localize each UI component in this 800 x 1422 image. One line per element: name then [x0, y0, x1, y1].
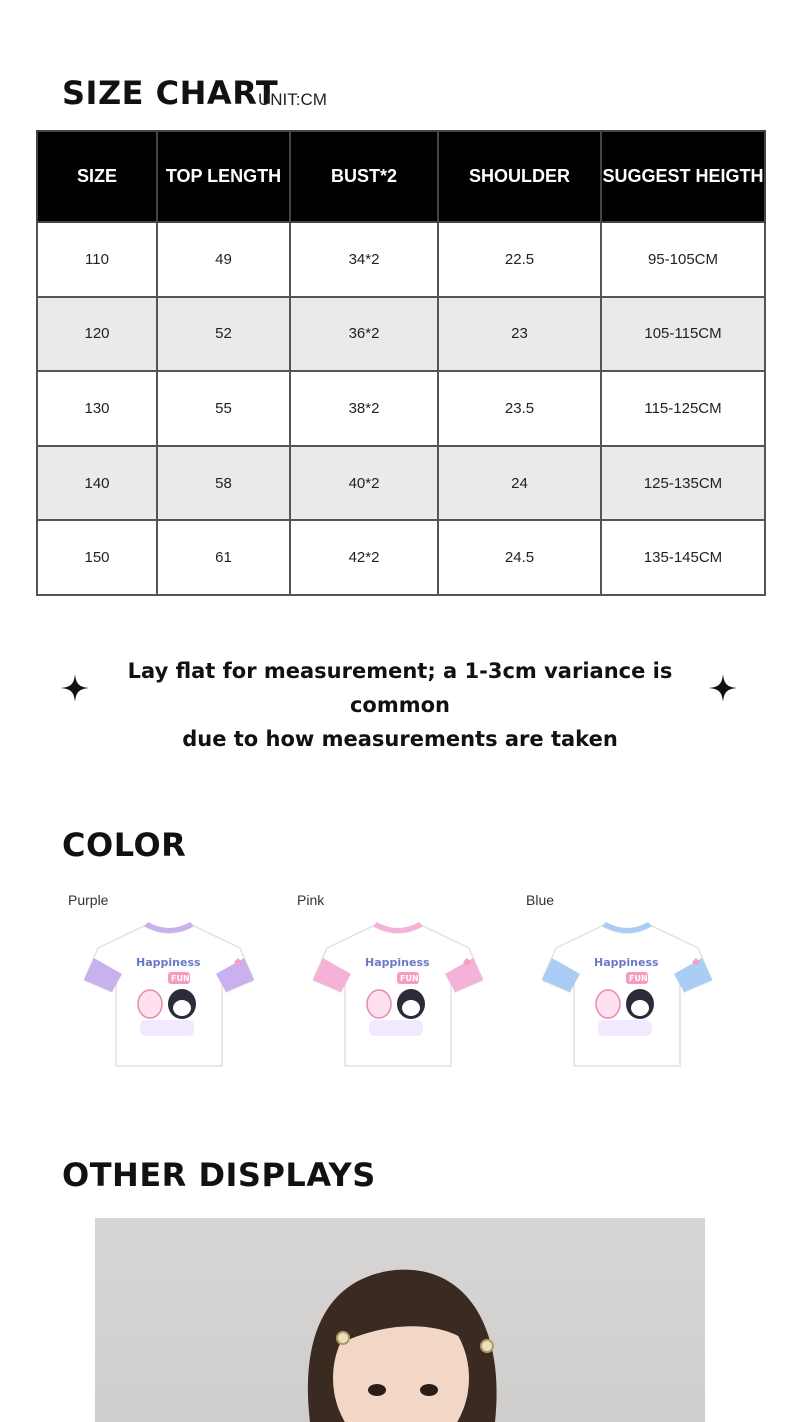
table-row: [37, 222, 765, 297]
cell-size: 150: [37, 520, 157, 595]
cell-suggest-height: 115-125CM: [601, 371, 765, 446]
model-photo-illustration: [95, 1218, 705, 1422]
cell-top-length: 55: [157, 371, 290, 446]
swatch-label: Pink: [297, 892, 325, 908]
sparkle-icon: [708, 673, 738, 703]
measurement-note: [100, 654, 700, 756]
table-row: [37, 520, 765, 595]
cell-shoulder: 23.5: [438, 371, 601, 446]
header-shoulder: SHOULDER: [438, 131, 601, 222]
table-row: [37, 446, 765, 521]
print-text: Happiness: [365, 956, 430, 969]
header-bust: BUST*2: [290, 131, 438, 222]
cell-size: 130: [37, 371, 157, 446]
print-text: Happiness: [594, 956, 659, 969]
cell-suggest-height: 105-115CM: [601, 297, 765, 372]
cell-bust: 36*2: [290, 297, 438, 372]
cell-top-length: 61: [157, 520, 290, 595]
table-row: [37, 297, 765, 372]
tshirt-image: [313, 918, 483, 1068]
cell-shoulder: 24: [438, 446, 601, 521]
model-photo: [95, 1218, 705, 1422]
cell-bust: 40*2: [290, 446, 438, 521]
swatch-label: Blue: [526, 892, 555, 908]
cell-top-length: 58: [157, 446, 290, 521]
cell-bust: 38*2: [290, 371, 438, 446]
print-badge: FUN: [629, 974, 648, 983]
other-displays-title: OTHER DISPLAYS: [62, 1156, 376, 1194]
cell-suggest-height: 125-135CM: [601, 446, 765, 521]
color-swatch-purple[interactable]: [62, 890, 262, 1080]
tshirt-image: [84, 918, 254, 1068]
cell-bust: 42*2: [290, 520, 438, 595]
cell-size: 140: [37, 446, 157, 521]
cell-top-length: 49: [157, 222, 290, 297]
print-badge: FUN: [400, 974, 419, 983]
cell-size: 110: [37, 222, 157, 297]
color-swatch-pink[interactable]: [291, 890, 491, 1080]
table-row: [37, 371, 765, 446]
cell-size: 120: [37, 297, 157, 372]
tshirt-image: [542, 918, 712, 1068]
swatch-label: Purple: [68, 892, 109, 908]
sparkle-icon: [60, 673, 90, 703]
header-top-length: TOP LENGTH: [157, 131, 290, 222]
cell-shoulder: 24.5: [438, 520, 601, 595]
unit-label: UNIT:CM: [258, 90, 327, 109]
size-chart-title: SIZE CHART: [62, 74, 279, 112]
cell-shoulder: 22.5: [438, 222, 601, 297]
color-section-title: COLOR: [62, 826, 187, 864]
size-table: [36, 130, 766, 596]
header-size: SIZE: [37, 131, 157, 222]
print-badge: FUN: [171, 974, 190, 983]
cell-suggest-height: 95-105CM: [601, 222, 765, 297]
cell-suggest-height: 135-145CM: [601, 520, 765, 595]
print-text: Happiness: [136, 956, 201, 969]
table-header-row: [37, 131, 765, 222]
cell-shoulder: 23: [438, 297, 601, 372]
note-line-1: Lay flat for measurement; a 1-3cm variance is common: [127, 659, 673, 717]
note-line-2: due to how measurements are taken: [182, 727, 618, 751]
header-suggest-height: SUGGEST HEIGTH: [601, 131, 765, 222]
color-swatch-blue[interactable]: [520, 890, 720, 1080]
cell-bust: 34*2: [290, 222, 438, 297]
cell-top-length: 52: [157, 297, 290, 372]
